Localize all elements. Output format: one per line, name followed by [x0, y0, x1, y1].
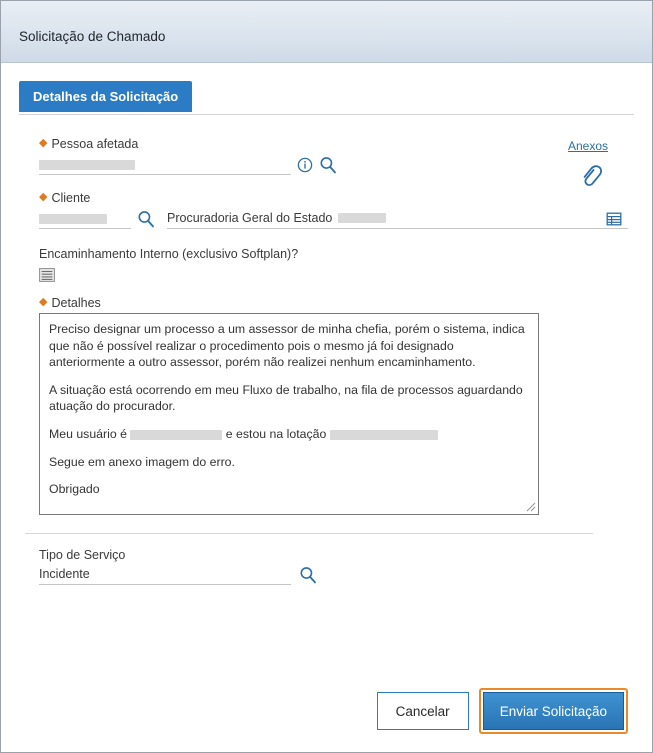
- required-marker: ◆: [39, 190, 48, 203]
- required-marker: ◆: [39, 295, 48, 308]
- cliente-name-input[interactable]: [167, 208, 628, 229]
- redacted-value: [130, 430, 222, 440]
- tipo-servico-field: [39, 548, 628, 585]
- detalhes-paragraph: Preciso designar um processo a um assessor de minha chefia, porém o sistema, indica que não é possível realizar o procedimento pois o mesmo já foi designado anteriormente a outro assessor, porém não realizei nenhum encaminhamento.: [49, 322, 525, 370]
- search-icon[interactable]: [319, 156, 337, 174]
- info-icon[interactable]: [297, 157, 313, 173]
- detalhes-field: [39, 296, 628, 515]
- detalhes-textarea[interactable]: [39, 313, 539, 515]
- encaminhamento-interno-field: [39, 247, 628, 282]
- detalhes-paragraph: Segue em anexo imagem do erro.: [49, 454, 235, 469]
- pessoa-afetada-input[interactable]: [39, 154, 291, 175]
- cliente-search-icon[interactable]: [137, 210, 155, 229]
- cancel-button[interactable]: Cancelar: [377, 692, 469, 730]
- grid-icon[interactable]: [606, 211, 622, 227]
- tab-strip: [1, 63, 652, 109]
- paperclip-icon[interactable]: [548, 163, 628, 189]
- tab-detalhes-da-solicitacao[interactable]: Detalhes da Solicitação: [19, 81, 192, 112]
- cliente-label: [39, 191, 628, 205]
- submit-button-highlight: [479, 688, 628, 734]
- tipo-servico-label: Tipo de Serviço: [39, 548, 126, 562]
- pessoa-afetada-field: [39, 137, 628, 175]
- detalhes-label-text: Detalhes: [51, 296, 101, 310]
- list-icon[interactable]: [39, 268, 628, 282]
- request-form: [1, 109, 652, 585]
- detalhes-paragraph-part: e estou na lotação: [225, 426, 327, 441]
- detalhes-paragraph: Obrigado: [49, 482, 100, 497]
- redacted-value: [39, 214, 107, 224]
- tipo-servico-search-icon[interactable]: [299, 566, 317, 585]
- redacted-value: [39, 160, 135, 170]
- tipo-servico-input[interactable]: [39, 564, 291, 585]
- anexos-block: [548, 137, 628, 189]
- pessoa-afetada-label: [39, 137, 628, 151]
- encaminhamento-interno-label: Encaminhamento Interno (exclusivo Softplan)?: [39, 247, 299, 261]
- detalhes-paragraph-part: Meu usuário é: [49, 426, 127, 441]
- required-marker: ◆: [39, 136, 48, 149]
- pessoa-afetada-label-text: Pessoa afetada: [51, 137, 139, 151]
- page-title: Solicitação de Chamado: [19, 29, 166, 44]
- form-divider: [25, 533, 593, 534]
- cliente-label-text: Cliente: [51, 191, 91, 205]
- detalhes-label: [39, 296, 628, 310]
- form-footer: [1, 688, 652, 734]
- submit-button[interactable]: Enviar Solicitação: [483, 692, 624, 730]
- tipo-servico-value: Incidente: [39, 567, 90, 581]
- detalhes-paragraph: A situação está ocorrendo em meu Fluxo de trabalho, na fila de processos aguardando atuação do procurador.: [49, 382, 523, 414]
- redacted-value: [338, 213, 386, 223]
- cliente-code-input[interactable]: [39, 208, 131, 229]
- cliente-field: [39, 191, 628, 229]
- anexos-link[interactable]: Anexos: [567, 139, 609, 153]
- cliente-name-value: Procuradoria Geral do Estado: [167, 210, 333, 225]
- window-titlebar: [1, 1, 652, 63]
- redacted-value: [330, 430, 438, 440]
- detalhes-paragraph: [49, 426, 529, 443]
